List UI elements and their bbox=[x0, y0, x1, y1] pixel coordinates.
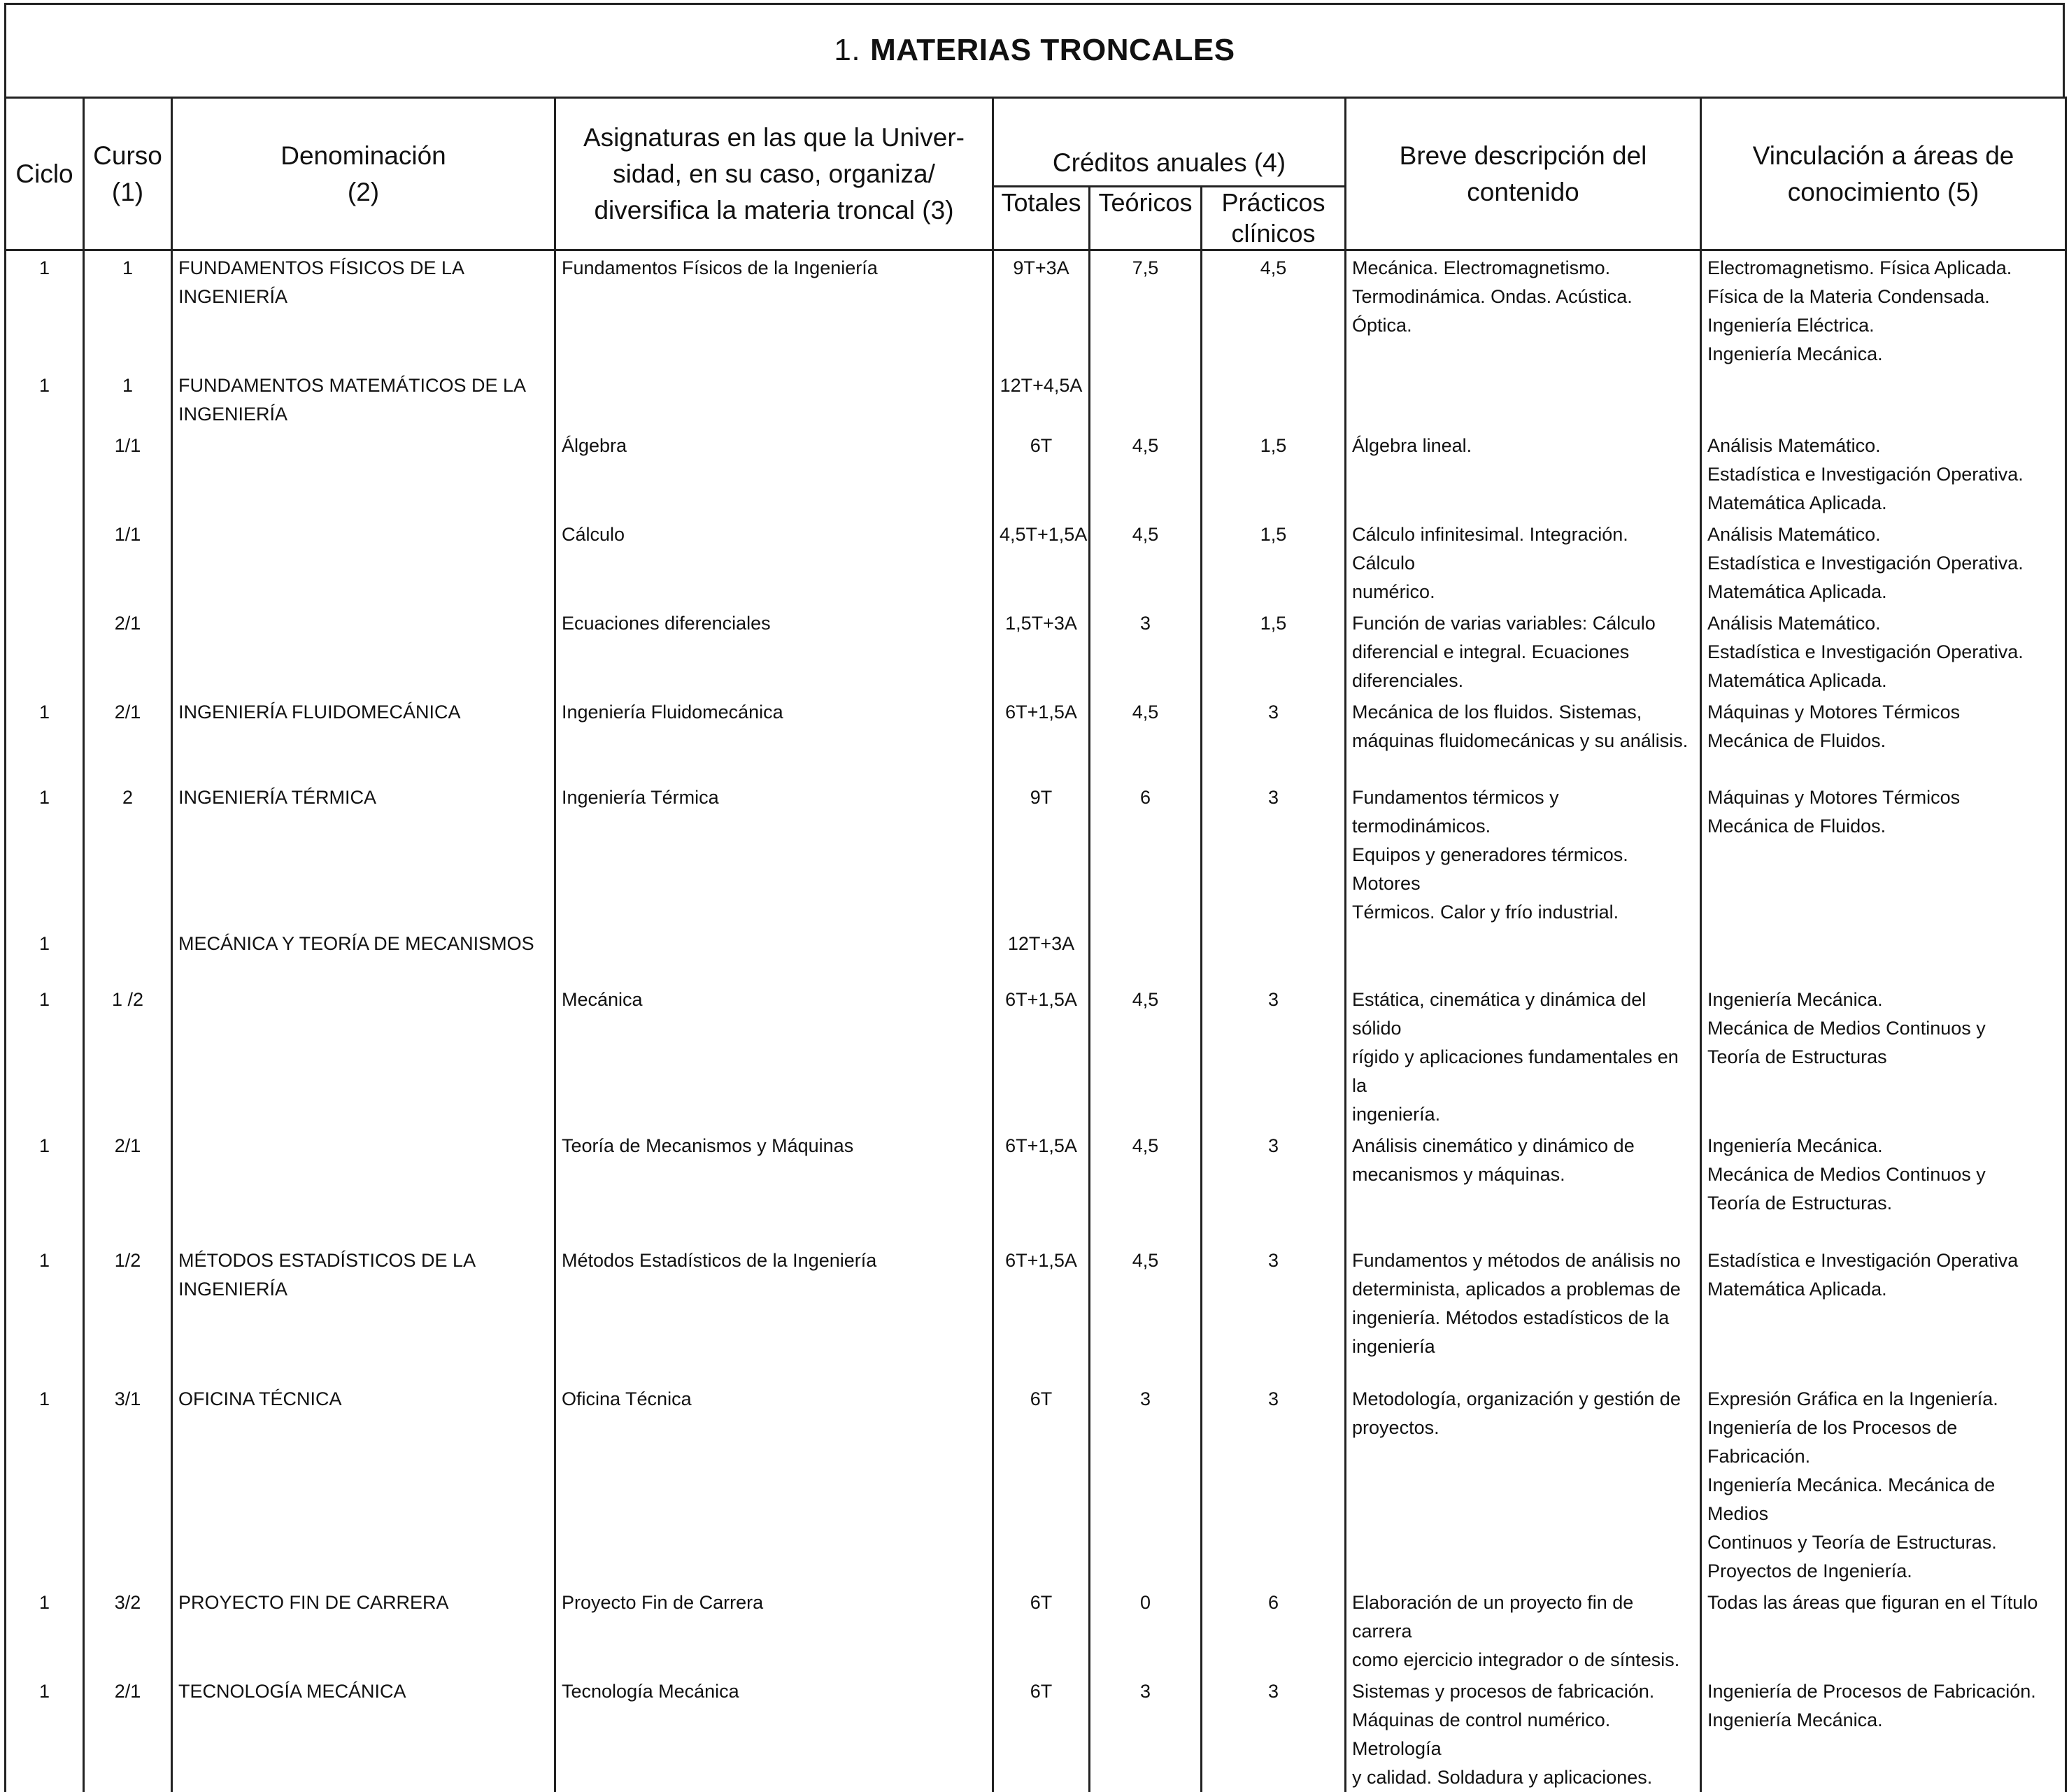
cell-totales: 1,5T+3A bbox=[993, 606, 1090, 695]
cell-descripcion: Elaboración de un proyecto fin de carrera como ejercicio integrador o de síntesis. bbox=[1346, 1586, 1701, 1674]
cell-asignatura: Tecnología Mecánica bbox=[555, 1674, 993, 1792]
cell-denominacion: INGENIERÍA FLUIDOMECÁNICA bbox=[172, 695, 555, 781]
header-denominacion: Denominación (2) bbox=[172, 98, 555, 250]
cell-practicos: 3 bbox=[1202, 1244, 1346, 1382]
cell-asignatura bbox=[555, 369, 993, 429]
cell-asignatura bbox=[555, 927, 993, 983]
cell-teoricos: 3 bbox=[1090, 1674, 1202, 1792]
cell-teoricos: 3 bbox=[1090, 1382, 1202, 1586]
title-text: MATERIAS TRONCALES bbox=[870, 33, 1235, 67]
cell-ciclo: 1 bbox=[6, 1244, 84, 1382]
page-title bbox=[6, 33, 2063, 68]
cell-denominacion: PROYECTO FIN DE CARRERA bbox=[172, 1586, 555, 1674]
table-body bbox=[6, 250, 2066, 1792]
cell-denominacion: FUNDAMENTOS FÍSICOS DE LA INGENIERÍA bbox=[172, 250, 555, 369]
cell-ciclo: 1 bbox=[6, 927, 84, 983]
cell-practicos bbox=[1202, 927, 1346, 983]
cell-curso: 2/1 bbox=[84, 1674, 172, 1792]
cell-descripcion bbox=[1346, 369, 1701, 429]
cell-ciclo: 1 bbox=[6, 369, 84, 429]
cell-asignatura: Proyecto Fin de Carrera bbox=[555, 1586, 993, 1674]
cell-asignatura: Ingeniería Fluidomecánica bbox=[555, 695, 993, 781]
cell-practicos: 4,5 bbox=[1202, 250, 1346, 369]
table-row bbox=[6, 927, 2066, 983]
cell-denominacion: MÉTODOS ESTADÍSTICOS DE LA INGENIERÍA bbox=[172, 1244, 555, 1382]
cell-curso: 1 bbox=[84, 369, 172, 429]
cell-denominacion bbox=[172, 606, 555, 695]
cell-practicos: 3 bbox=[1202, 781, 1346, 927]
cell-teoricos: 4,5 bbox=[1090, 429, 1202, 518]
header-totales: Totales bbox=[993, 187, 1090, 250]
cell-totales: 6T+1,5A bbox=[993, 983, 1090, 1129]
cell-ciclo: 1 bbox=[6, 983, 84, 1129]
title-number: 1. bbox=[834, 33, 860, 67]
cell-denominacion: OFICINA TÉCNICA bbox=[172, 1382, 555, 1586]
materias-table bbox=[4, 97, 2067, 1792]
cell-asignatura: Oficina Técnica bbox=[555, 1382, 993, 1586]
cell-descripcion: Mecánica. Electromagnetismo. Termodinámica. Ondas. Acústica. Óptica. bbox=[1346, 250, 1701, 369]
cell-ciclo: 1 bbox=[6, 1586, 84, 1674]
cell-totales: 6T bbox=[993, 1586, 1090, 1674]
cell-totales: 4,5T+1,5A bbox=[993, 518, 1090, 606]
cell-descripcion: Mecánica de los fluidos. Sistemas, máquinas fluidomecánicas y su análisis. bbox=[1346, 695, 1701, 781]
cell-vinculacion bbox=[1701, 369, 2066, 429]
cell-curso bbox=[84, 927, 172, 983]
cell-totales: 6T+1,5A bbox=[993, 1129, 1090, 1244]
cell-ciclo bbox=[6, 606, 84, 695]
cell-curso: 2/1 bbox=[84, 1129, 172, 1244]
cell-ciclo: 1 bbox=[6, 1129, 84, 1244]
cell-curso: 2/1 bbox=[84, 695, 172, 781]
cell-curso: 3/1 bbox=[84, 1382, 172, 1586]
cell-asignatura: Fundamentos Físicos de la Ingeniería bbox=[555, 250, 993, 369]
cell-ciclo: 1 bbox=[6, 250, 84, 369]
cell-denominacion: INGENIERÍA TÉRMICA bbox=[172, 781, 555, 927]
cell-teoricos: 4,5 bbox=[1090, 695, 1202, 781]
table-row bbox=[6, 1382, 2066, 1586]
cell-teoricos: 4,5 bbox=[1090, 1244, 1202, 1382]
cell-practicos: 3 bbox=[1202, 983, 1346, 1129]
cell-teoricos bbox=[1090, 927, 1202, 983]
cell-asignatura: Mecánica bbox=[555, 983, 993, 1129]
cell-curso: 1/2 bbox=[84, 1244, 172, 1382]
cell-denominacion bbox=[172, 518, 555, 606]
cell-descripcion: Sistemas y procesos de fabricación. Máquinas de control numérico. Metrología y calidad. Soldadura y aplicaciones. bbox=[1346, 1674, 1701, 1792]
header-creditos: Créditos anuales (4) bbox=[993, 98, 1346, 187]
cell-practicos: 1,5 bbox=[1202, 606, 1346, 695]
cell-practicos: 3 bbox=[1202, 1382, 1346, 1586]
cell-curso: 1 bbox=[84, 250, 172, 369]
cell-curso: 2 bbox=[84, 781, 172, 927]
document-page bbox=[4, 3, 2063, 1602]
table-row bbox=[6, 250, 2066, 369]
cell-descripcion: Estática, cinemática y dinámica del sólido rígido y aplicaciones fundamentales en la ingeniería. bbox=[1346, 983, 1701, 1129]
title-box bbox=[4, 3, 2065, 97]
cell-vinculacion: Todas las áreas que figuran en el Título bbox=[1701, 1586, 2066, 1674]
table-row bbox=[6, 1586, 2066, 1674]
cell-practicos: 1,5 bbox=[1202, 518, 1346, 606]
cell-vinculacion: Máquinas y Motores Térmicos Mecánica de Fluidos. bbox=[1701, 695, 2066, 781]
table-row bbox=[6, 1674, 2066, 1792]
cell-ciclo: 1 bbox=[6, 695, 84, 781]
cell-practicos: 6 bbox=[1202, 1586, 1346, 1674]
cell-denominacion: FUNDAMENTOS MATEMÁTICOS DE LA INGENIERÍA bbox=[172, 369, 555, 429]
cell-practicos: 3 bbox=[1202, 1129, 1346, 1244]
cell-asignatura: Ecuaciones diferenciales bbox=[555, 606, 993, 695]
cell-descripcion: Cálculo infinitesimal. Integración. Cálculo numérico. bbox=[1346, 518, 1701, 606]
cell-curso: 1/1 bbox=[84, 429, 172, 518]
cell-vinculacion: Expresión Gráfica en la Ingeniería. Ingeniería de los Procesos de Fabricación. Ingeniería Mecánica. Mecánica de Medios Continuos y Teoría de Estructuras. Proyectos de Ingeniería. bbox=[1701, 1382, 2066, 1586]
cell-denominacion bbox=[172, 1129, 555, 1244]
table-row bbox=[6, 1244, 2066, 1382]
table-row bbox=[6, 983, 2066, 1129]
cell-vinculacion: Análisis Matemático. Estadística e Investigación Operativa. Matemática Aplicada. bbox=[1701, 429, 2066, 518]
cell-totales: 6T bbox=[993, 1382, 1090, 1586]
header-practicos: Prácticos clínicos bbox=[1202, 187, 1346, 250]
header-asignaturas: Asignaturas en las que la Univer- sidad, en su caso, organiza/ diversifica la materia troncal (3) bbox=[555, 98, 993, 250]
cell-teoricos: 0 bbox=[1090, 1586, 1202, 1674]
cell-descripcion: Análisis cinemático y dinámico de mecanismos y máquinas. bbox=[1346, 1129, 1701, 1244]
cell-descripcion: Función de varias variables: Cálculo diferencial e integral. Ecuaciones diferenciales. bbox=[1346, 606, 1701, 695]
cell-ciclo bbox=[6, 518, 84, 606]
cell-vinculacion: Ingeniería de Procesos de Fabricación. Ingeniería Mecánica. bbox=[1701, 1674, 2066, 1792]
cell-descripcion: Metodología, organización y gestión de proyectos. bbox=[1346, 1382, 1701, 1586]
header-curso: Curso (1) bbox=[84, 98, 172, 250]
cell-vinculacion: Ingeniería Mecánica. Mecánica de Medios Continuos y Teoría de Estructuras bbox=[1701, 983, 2066, 1129]
cell-curso: 1 /2 bbox=[84, 983, 172, 1129]
cell-teoricos: 3 bbox=[1090, 606, 1202, 695]
header-descripcion: Breve descripción del contenido bbox=[1346, 98, 1701, 250]
cell-asignatura: Ingeniería Térmica bbox=[555, 781, 993, 927]
cell-totales: 12T+3A bbox=[993, 927, 1090, 983]
cell-vinculacion: Electromagnetismo. Física Aplicada. Física de la Materia Condensada. Ingeniería Eléctrica. Ingeniería Mecánica. bbox=[1701, 250, 2066, 369]
cell-totales: 12T+4,5A bbox=[993, 369, 1090, 429]
cell-asignatura: Álgebra bbox=[555, 429, 993, 518]
cell-teoricos: 6 bbox=[1090, 781, 1202, 927]
cell-vinculacion: Máquinas y Motores Térmicos Mecánica de Fluidos. bbox=[1701, 781, 2066, 927]
cell-ciclo: 1 bbox=[6, 1674, 84, 1792]
cell-totales: 6T bbox=[993, 429, 1090, 518]
table-row bbox=[6, 369, 2066, 429]
table-row bbox=[6, 606, 2066, 695]
cell-teoricos: 7,5 bbox=[1090, 250, 1202, 369]
cell-descripcion: Fundamentos y métodos de análisis no determinista, aplicados a problemas de ingeniería. Métodos estadísticos de la ingeniería bbox=[1346, 1244, 1701, 1382]
cell-asignatura: Métodos Estadísticos de la Ingeniería bbox=[555, 1244, 993, 1382]
header-vinculacion: Vinculación a áreas de conocimiento (5) bbox=[1701, 98, 2066, 250]
cell-descripcion bbox=[1346, 927, 1701, 983]
cell-curso: 1/1 bbox=[84, 518, 172, 606]
cell-teoricos: 4,5 bbox=[1090, 518, 1202, 606]
cell-practicos: 3 bbox=[1202, 695, 1346, 781]
cell-ciclo: 1 bbox=[6, 1382, 84, 1586]
cell-practicos: 3 bbox=[1202, 1674, 1346, 1792]
cell-descripcion: Fundamentos térmicos y termodinámicos. Equipos y generadores térmicos. Motores Térmicos. Calor y frío industrial. bbox=[1346, 781, 1701, 927]
cell-ciclo: 1 bbox=[6, 781, 84, 927]
table-row bbox=[6, 781, 2066, 927]
cell-denominacion: MECÁNICA Y TEORÍA DE MECANISMOS bbox=[172, 927, 555, 983]
cell-practicos bbox=[1202, 369, 1346, 429]
cell-denominacion bbox=[172, 983, 555, 1129]
cell-totales: 9T bbox=[993, 781, 1090, 927]
cell-vinculacion: Ingeniería Mecánica. Mecánica de Medios Continuos y Teoría de Estructuras. bbox=[1701, 1129, 2066, 1244]
cell-teoricos: 4,5 bbox=[1090, 983, 1202, 1129]
cell-totales: 9T+3A bbox=[993, 250, 1090, 369]
cell-denominacion bbox=[172, 429, 555, 518]
cell-vinculacion: Análisis Matemático. Estadística e Investigación Operativa. Matemática Aplicada. bbox=[1701, 606, 2066, 695]
cell-curso: 2/1 bbox=[84, 606, 172, 695]
table-row bbox=[6, 429, 2066, 518]
cell-denominacion: TECNOLOGÍA MECÁNICA bbox=[172, 1674, 555, 1792]
table-row bbox=[6, 695, 2066, 781]
cell-totales: 6T+1,5A bbox=[993, 1244, 1090, 1382]
table-row bbox=[6, 1129, 2066, 1244]
cell-teoricos: 4,5 bbox=[1090, 1129, 1202, 1244]
cell-descripcion: Álgebra lineal. bbox=[1346, 429, 1701, 518]
cell-ciclo bbox=[6, 429, 84, 518]
cell-vinculacion: Análisis Matemático. Estadística e Investigación Operativa. Matemática Aplicada. bbox=[1701, 518, 2066, 606]
cell-vinculacion: Estadística e Investigación Operativa Matemática Aplicada. bbox=[1701, 1244, 2066, 1382]
cell-teoricos bbox=[1090, 369, 1202, 429]
cell-curso: 3/2 bbox=[84, 1586, 172, 1674]
cell-practicos: 1,5 bbox=[1202, 429, 1346, 518]
header-ciclo: Ciclo bbox=[6, 98, 84, 250]
table-row bbox=[6, 518, 2066, 606]
cell-asignatura: Teoría de Mecanismos y Máquinas bbox=[555, 1129, 993, 1244]
cell-totales: 6T+1,5A bbox=[993, 695, 1090, 781]
header-teoricos: Teóricos bbox=[1090, 187, 1202, 250]
cell-asignatura: Cálculo bbox=[555, 518, 993, 606]
cell-totales: 6T bbox=[993, 1674, 1090, 1792]
cell-vinculacion bbox=[1701, 927, 2066, 983]
